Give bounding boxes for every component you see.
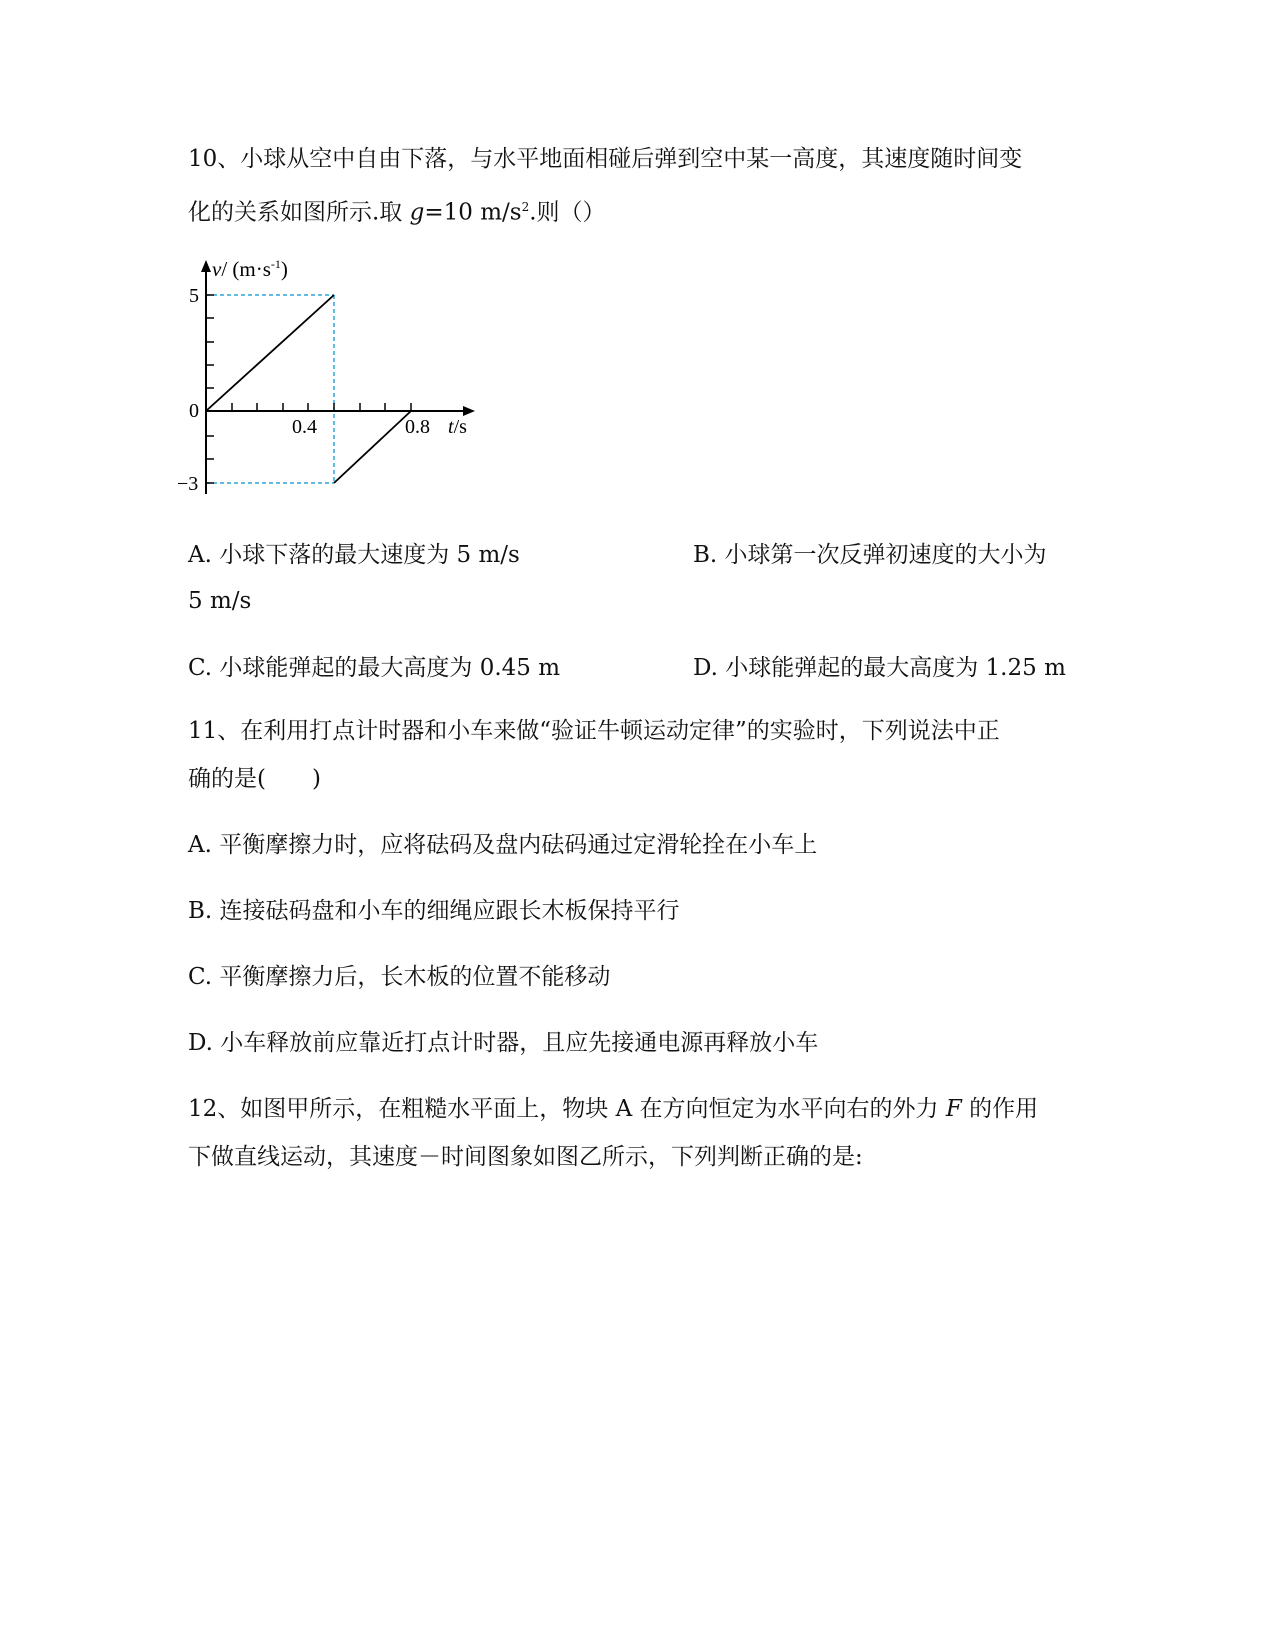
y-tick-label-minus3: −3 — [177, 473, 199, 495]
y-axis-label — [212, 258, 288, 281]
q10-text-sup: 2 — [521, 200, 530, 214]
y-axis-label-unit: / (m·s — [221, 258, 271, 281]
y-axis-label-sup: -1 — [270, 258, 281, 271]
q10-option-d: D. 小球能弹起的最大高度为 1.25 m — [693, 655, 1066, 681]
falling-velocity-line — [206, 295, 334, 411]
q10-text-post: .则（） — [529, 199, 606, 226]
x-ticks — [232, 403, 411, 411]
q12-text-pre: 12、如图甲所示，在粗糙水平面上，物块 A 在方向恒定为水平向右的外力 — [188, 1096, 946, 1122]
x-axis-label-t: t — [448, 416, 454, 438]
x-axis-arrow — [463, 406, 475, 416]
y-axis-label-v: v — [212, 258, 222, 281]
y-tick-label-5: 5 — [189, 285, 199, 307]
x-axis-label — [448, 416, 467, 438]
q12-stem-line2: 下做直线运动，其速度－时间图象如图乙所示，下列判断正确的是: — [188, 1144, 863, 1170]
y-tick-label-0: 0 — [189, 400, 199, 422]
q10-option-b-cont: 5 m/s — [188, 588, 252, 614]
y-ticks — [206, 295, 214, 483]
q11-option-d: D. 小车释放前应靠近打点计时器，且应先接通电源再释放小车 — [188, 1030, 819, 1056]
q10-stem-line1: 10、小球从空中自由下落，与水平地面相碰后弹到空中某一高度，其速度随时间变 — [188, 146, 1023, 172]
velocity-time-graph — [175, 258, 495, 508]
q10-option-b: B. 小球第一次反弹初速度的大小为 — [693, 542, 1047, 568]
x-tick-label-04: 0.4 — [292, 416, 317, 438]
q11-stem-line1: 11、在利用打点计时器和小车来做“验证牛顿运动定律”的实验时，下列说法中正 — [188, 718, 1000, 744]
q11-stem-line2: 确的是( ) — [188, 766, 321, 792]
q11-option-b: B. 连接砝码盘和小车的细绳应跟长木板保持平行 — [188, 898, 680, 924]
q11-option-c: C. 平衡摩擦力后，长木板的位置不能移动 — [188, 964, 611, 990]
rebound-velocity-line — [334, 411, 411, 483]
q12-stem-line1 — [188, 1094, 1038, 1124]
x-tick-label-08: 0.8 — [405, 416, 430, 438]
q10-stem-line2 — [188, 192, 606, 228]
y-axis-arrow — [201, 260, 211, 272]
y-axis-label-close: ) — [280, 258, 288, 281]
q10-text-pre: 化的关系如图所示.取 — [188, 199, 410, 226]
q10-option-c: C. 小球能弹起的最大高度为 0.45 m — [188, 655, 561, 681]
q10-option-a: A. 小球下落的最大速度为 5 m/s — [188, 542, 520, 568]
x-axis-label-unit: /s — [453, 416, 467, 438]
q10-text-g: g — [409, 199, 425, 226]
q11-option-a: A. 平衡摩擦力时，应将砝码及盘内砝码通过定滑轮拴在小车上 — [188, 832, 818, 858]
q12-text-F: F — [945, 1096, 962, 1122]
q10-text-mid: =10 m/s — [424, 199, 522, 226]
q12-text-post: 的作用 — [961, 1096, 1039, 1122]
